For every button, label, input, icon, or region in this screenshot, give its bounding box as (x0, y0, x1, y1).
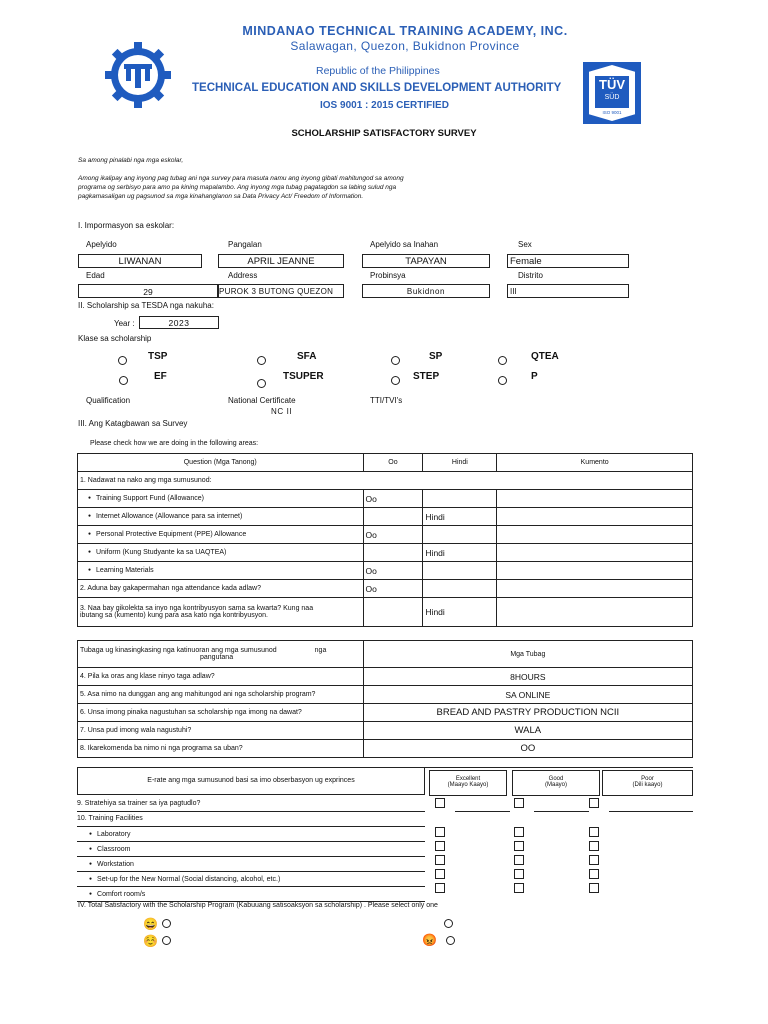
comment-cell[interactable] (497, 598, 693, 627)
field-probinsya[interactable]: Bukidnon (362, 284, 490, 298)
question-3-line-1: 3. Naa bay gikolekta sa inyo nga kontribyusyon sama sa kwarta? Kung naa (80, 605, 314, 612)
table-row (78, 544, 693, 562)
field-inahan[interactable]: TAPAYAN (362, 254, 490, 268)
laboratory-poor-checkbox[interactable] (589, 827, 599, 837)
option-tsuper: TSUPER (283, 371, 324, 382)
label-inahan: Apelyido sa Inahan (370, 240, 439, 249)
facility-item: ● Workstation (77, 857, 425, 872)
label-apelyido: Apelyido (86, 240, 117, 249)
tesda-logo-icon (105, 42, 171, 108)
angry-face-icon: 😡 (422, 933, 437, 947)
label-probinsya: Probinsya (370, 271, 406, 280)
table-row (78, 472, 693, 490)
answer-hindi[interactable]: Hindi (423, 508, 497, 526)
answer-hindi[interactable] (423, 490, 497, 508)
label-distrito: Distrito (518, 271, 543, 280)
rate-col-poor-label: Poor (641, 776, 654, 782)
intro-line-3: pagkamasaligan ug pagsunod sa mga kinahanglanon sa Data Privacy Act/ Freedom of Information. (78, 193, 364, 200)
page-title: SCHOLARSHIP SATISFACTORY SURVEY (291, 128, 477, 139)
facility-item: ● Classroom (77, 842, 425, 857)
question-1: 1. Nadawat na nako ang mga sumusunod: (78, 472, 693, 490)
tti-label: TTI/TVI's (370, 396, 403, 405)
item-question: ● Personal Protective Equipment (PPE) Allowance (78, 526, 364, 544)
table-row (78, 580, 693, 598)
radio-very-satisfied[interactable] (162, 919, 171, 928)
open-question: 6. Unsa imong pinaka nagustuhan sa scholarship nga imong na dawat? (78, 704, 364, 722)
question-9: 9. Stratehiya sa trainer sa iya pagtudlo? (77, 797, 425, 812)
rating-line (455, 811, 510, 812)
item-question: ● Internet Allowance (Allowance para sa internet) (78, 508, 364, 526)
agency-name: TECHNICAL EDUCATION AND SKILLS DEVELOPMENT AUTHORITY (192, 82, 562, 94)
header-question: Question (Mga Tanong) (78, 454, 364, 472)
header-oo: Oo (363, 454, 423, 472)
klase-label: Klase sa scholarship (78, 334, 152, 343)
tubag-header-b: nga (314, 647, 327, 654)
answer-oo[interactable]: Oo (363, 490, 423, 508)
table-header-row (78, 641, 693, 668)
facility-item: ● Set-up for the New Normal (Social distancing, alcohol, etc.) (77, 872, 425, 887)
table-row (78, 668, 693, 686)
field-year[interactable]: 2023 (139, 316, 219, 329)
open-question: 8. Ikarekomenda ba nimo ni nga programa sa uban? (78, 740, 364, 758)
classroom-good-checkbox[interactable] (514, 841, 524, 851)
comfortroom-excellent-checkbox[interactable] (435, 883, 445, 893)
question-10: 10. Training Facilities (77, 812, 425, 827)
q9-excellent-checkbox[interactable] (435, 798, 445, 808)
grinning-face-icon: 😄 (143, 917, 158, 931)
comment-cell[interactable] (497, 490, 693, 508)
comment-cell[interactable] (497, 580, 693, 598)
newnormal-poor-checkbox[interactable] (589, 869, 599, 879)
field-address[interactable]: PUROK 3 BUTONG QUEZON (218, 284, 344, 298)
table-row (78, 490, 693, 508)
section1-title: I. Impormasyon sa eskolar: (78, 221, 175, 230)
iso-logo-text: ISO 9001 (602, 110, 622, 115)
laboratory-excellent-checkbox[interactable] (435, 827, 445, 837)
radio-step[interactable] (391, 376, 400, 385)
open-question: 7. Unsa pud imong wala nagustuhi? (78, 722, 364, 740)
item-question: ● Learning Materials (78, 562, 364, 580)
field-sex[interactable]: Female (507, 254, 629, 268)
option-sp: SP (429, 351, 443, 362)
nc-value: NC II (271, 407, 293, 416)
rating-line (609, 811, 693, 812)
label-pangalan: Pangalan (228, 240, 262, 249)
answer-oo[interactable]: Oo (363, 526, 423, 544)
header-kumento: Kumento (497, 454, 693, 472)
answer-oo[interactable] (363, 508, 423, 526)
item-question: ● Uniform (Kung Studyante ka sa UAQTEA) (78, 544, 364, 562)
yes-no-table (77, 453, 693, 627)
org-name: MINDANAO TECHNICAL TRAINING ACADEMY, INC. (242, 24, 568, 38)
answer-hindi[interactable] (423, 526, 497, 544)
intro-line-2: programa og serbisyo para amo pa kining mapalambo. Ang inyong mga tubag pagatagdon sa labing sulud nga (78, 184, 397, 191)
workstation-good-checkbox[interactable] (514, 855, 524, 865)
radio-satisfied[interactable] (162, 936, 171, 945)
facility-item: ● Comfort room/s (77, 887, 425, 902)
option-ef: EF (154, 371, 167, 382)
rating-rows (77, 797, 425, 902)
option-step: STEP (413, 371, 440, 382)
table-row (78, 508, 693, 526)
section2-title: II. Scholarship sa TESDA nga nakuha: (78, 301, 214, 310)
tuv-text: TÜV (599, 77, 625, 92)
rate-col-poor-sub: (Dili kaayo) (632, 782, 663, 788)
table-row (78, 722, 693, 740)
table-header-row (78, 454, 693, 472)
header-hindi: Hindi (423, 454, 497, 472)
table-row (78, 704, 693, 722)
option-sfa: SFA (297, 351, 317, 362)
tubag-header-c: pangutana (200, 654, 234, 661)
rate-col-good (512, 770, 600, 796)
laboratory-good-checkbox[interactable] (514, 827, 524, 837)
section4-title: IV. Total Satisfactory with the Scholarship Program (Kabuuang satisoaksyon sa scholarship) . Please select only one (78, 902, 438, 909)
label-edad: Edad (86, 271, 105, 280)
radio-sfa[interactable] (257, 356, 266, 365)
rate-col-poor (602, 770, 693, 796)
newnormal-good-checkbox[interactable] (514, 869, 524, 879)
workstation-poor-checkbox[interactable] (589, 855, 599, 865)
open-answer[interactable]: WALA (363, 722, 692, 740)
q9-poor-checkbox[interactable] (589, 798, 599, 808)
radio-tsuper[interactable] (257, 379, 266, 388)
q9-good-checkbox[interactable] (514, 798, 524, 808)
tubag-header-a: Tubaga ug kinasingkasing nga katinuoran ang mga sumusunod (80, 647, 277, 654)
answer-oo[interactable]: Oo (363, 580, 423, 598)
nc-label: National Certificate (228, 396, 296, 405)
option-p: P (531, 371, 538, 382)
rate-col-excellent (429, 770, 507, 796)
year-label: Year : (114, 319, 135, 328)
field-pangalan[interactable]: APRIL JEANNE (218, 254, 344, 268)
table-row (78, 740, 693, 758)
option-tsp: TSP (148, 351, 168, 362)
radio-neutral[interactable] (444, 919, 453, 928)
classroom-poor-checkbox[interactable] (589, 841, 599, 851)
option-qtea: QTEA (531, 351, 559, 362)
radio-tsp[interactable] (118, 356, 127, 365)
radio-ef[interactable] (119, 376, 128, 385)
open-answer[interactable]: BREAD AND PASTRY PRODUCTION NCII (363, 704, 692, 722)
section3-title: III. Ang Katagbawan sa Survey (78, 419, 188, 428)
rate-col-excellent-label: Excellent (455, 776, 481, 782)
answer-oo[interactable] (363, 544, 423, 562)
radio-qtea[interactable] (498, 356, 507, 365)
answer-hindi[interactable] (423, 580, 497, 598)
smiling-face-icon: ☺️ (143, 934, 158, 948)
intro-greeting: Sa among pinalabi nga mga eskolar, (78, 157, 184, 164)
open-answer[interactable]: OO (363, 740, 692, 758)
section3-instruction: Please check how we are doing in the following areas: (90, 440, 259, 447)
table-row (78, 562, 693, 580)
answer-oo[interactable] (363, 598, 423, 627)
classroom-excellent-checkbox[interactable] (435, 841, 445, 851)
radio-dissatisfied[interactable] (446, 936, 455, 945)
rate-col-good-label: Good (548, 776, 564, 782)
open-answer[interactable]: SA ONLINE (363, 686, 692, 704)
facility-item: ● Laboratory (77, 827, 425, 842)
question-3-line-2: ibutang sa (kumento) kung para asa kato nga kontribyusyon. (80, 612, 268, 619)
open-question: 4. Pila ka oras ang klase ninyo taga adlaw? (78, 668, 364, 686)
comment-cell[interactable] (497, 544, 693, 562)
answer-hindi[interactable]: Hindi (423, 544, 497, 562)
qualification-label: Qualification (86, 396, 131, 405)
comment-cell[interactable] (497, 562, 693, 580)
rate-header: E-rate ang mga sumusunod basi sa imo obserbasyon ug exprinces (77, 767, 425, 795)
open-question: 5. Asa nimo na dunggan ang ang mahitungod ani nga scholarship program? (78, 686, 364, 704)
open-questions-table (77, 640, 693, 758)
field-edad[interactable]: 29 (78, 284, 218, 298)
answer-oo[interactable]: Oo (363, 562, 423, 580)
open-answer[interactable]: 8HOURS (363, 668, 692, 686)
radio-p[interactable] (498, 376, 507, 385)
table-row (78, 598, 693, 627)
rate-col-excellent-sub: (Maayo Kaayo) (447, 782, 489, 788)
field-apelyido[interactable]: LIWANAN (78, 254, 202, 268)
rate-col-good-sub: (Maayo) (544, 782, 567, 788)
header-mga-tubag: Mga Tubag (363, 641, 692, 668)
republic-label: Republic of the Philippines (316, 65, 440, 77)
answer-hindi[interactable] (423, 562, 497, 580)
table-row (78, 526, 693, 544)
field-distrito[interactable]: III (507, 284, 629, 298)
tuv-sud-logo (583, 62, 641, 124)
radio-sp[interactable] (391, 356, 400, 365)
iso-label: IOS 9001 : 2015 CERTIFIED (320, 100, 449, 111)
question-2: 2. Aduna bay gakapermahan nga attendance kada adlaw? (78, 580, 364, 598)
label-sex: Sex (518, 240, 532, 249)
newnormal-excellent-checkbox[interactable] (435, 869, 445, 879)
comment-cell[interactable] (497, 526, 693, 544)
workstation-excellent-checkbox[interactable] (435, 855, 445, 865)
answer-hindi[interactable]: Hindi (423, 598, 497, 627)
label-address: Address (228, 271, 258, 280)
comfortroom-good-checkbox[interactable] (514, 883, 524, 893)
comment-cell[interactable] (497, 508, 693, 526)
comfortroom-poor-checkbox[interactable] (589, 883, 599, 893)
table-row (78, 686, 693, 704)
item-question: ● Training Support Fund (Allowance) (78, 490, 364, 508)
intro-line-1: Among ikalipay ang inyong pag tubag ani nga survey para masuta namu ang inyong gibati mahitungod sa among (78, 175, 404, 182)
rating-line (534, 811, 589, 812)
sud-text: SÜD (604, 94, 620, 101)
org-address: Salawagan, Quezon, Bukidnon Province (290, 39, 520, 53)
